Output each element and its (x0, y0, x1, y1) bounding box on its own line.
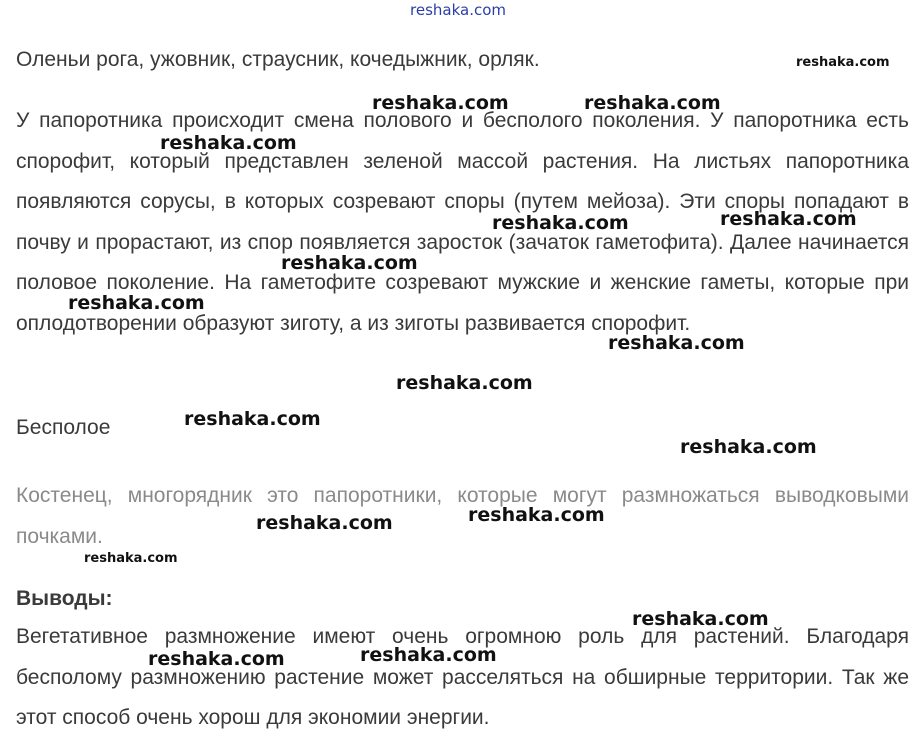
watermark: reshaka.com (720, 208, 857, 230)
watermark: reshaka.com (372, 92, 509, 114)
paragraph-brood-buds: Костенец, многорядник это папоротники, которые могут размножаться выводковыми почками. (16, 484, 909, 548)
watermark: reshaka.com (608, 332, 745, 354)
watermark: reshaka.com (84, 551, 178, 566)
watermark: reshaka.com (632, 608, 769, 630)
paragraph-asexual: Бесполое (16, 416, 111, 439)
paragraph-fern-species: Оленьи рога, ужовник, страусник, кочедыжник, орляк. (16, 48, 540, 71)
watermark: reshaka.com (492, 212, 629, 234)
watermark: reshaka.com (148, 648, 285, 670)
watermark: reshaka.com (184, 408, 321, 430)
header-watermark: reshaka.com (410, 1, 506, 19)
watermark: reshaka.com (160, 132, 297, 154)
watermark: reshaka.com (68, 292, 205, 314)
paragraph-fern-lifecycle: У папоротника происходит смена полового и бесполого поколения. У папоротника есть спорофит, который представлен зеленой массой растения. На листьях папоротника появляются сорусы, в которых созревают споры (путем мейоза). Эти споры попадают в почву и прорастают, из спор появляется заросток (зачаток гаметофита). Далее начинается половое поколение. На гаметофите созревают мужские и женские гаметы, которые при оплодотворении образуют зиготу, а из зиготы развивается спорофит. (16, 109, 909, 335)
watermark: reshaka.com (281, 252, 418, 274)
paragraph-conclusions: Вегетативное размножение имеют очень огромною роль для растений. Благодаря бесполому размножению растение может расселяться на обширные территории. Так же этот способ очень хорош для экономии энергии. (16, 625, 909, 729)
watermark: reshaka.com (584, 92, 721, 114)
watermark: reshaka.com (360, 644, 497, 666)
watermark: reshaka.com (796, 55, 890, 70)
watermark: reshaka.com (680, 436, 817, 458)
watermark: reshaka.com (468, 504, 605, 526)
conclusions-heading: Выводы: (16, 587, 113, 610)
watermark: reshaka.com (396, 372, 533, 394)
watermark: reshaka.com (256, 512, 393, 534)
